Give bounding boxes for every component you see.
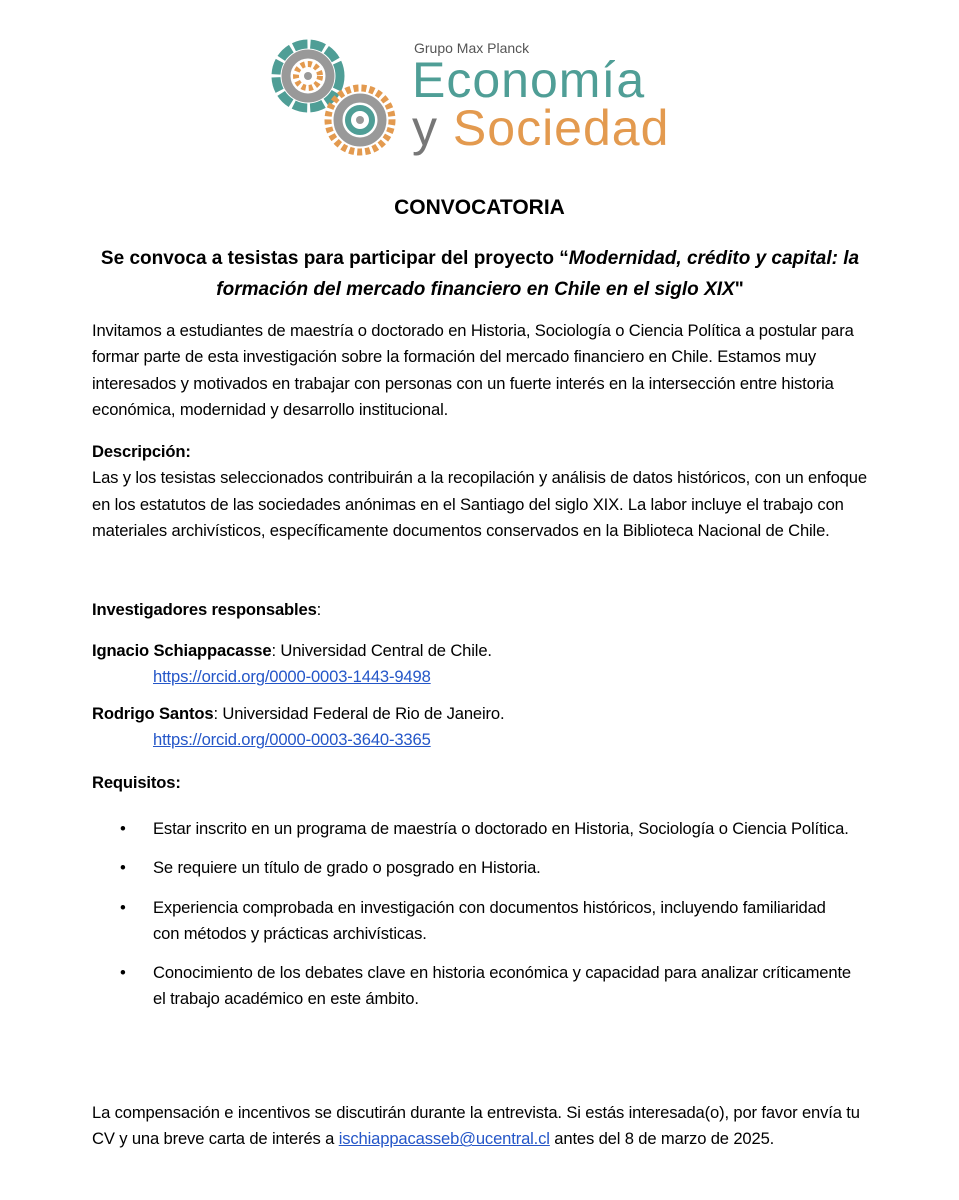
researchers-heading xyxy=(92,597,872,623)
project-title: Modernidad, crédito y capital: la formación del mercado financiero en Chile en el siglo XIX xyxy=(216,248,860,300)
description-section xyxy=(92,439,872,544)
page-title: CONVOCATORIA xyxy=(394,196,565,219)
closing-deadline: antes del 8 de marzo de 2025. xyxy=(549,1129,775,1149)
subtitle xyxy=(80,243,880,305)
logo-economia: Economía xyxy=(412,52,646,108)
intro-paragraph: Invitamos a estudiantes de maestría o doctorado en Historia, Sociología o Ciencia Política a postular para formar parte de esta investigación sobre la formación del mercado financiero en Chile. Estamos muy interesados y motivados en trabajar con personas con un fuerte interés en la intersección entre historia económica, modernidad y desarrollo institucional. xyxy=(92,321,854,419)
list-item: • Conocimiento de los debates clave en historia económica y capacidad para analizar críticamente el trabajo académico en este ámbito. xyxy=(92,960,852,1013)
closing-text: La compensación e incentivos se discutirán durante la entrevista. Si estás interesada(o), por favor envía tu CV y una breve carta de interés a xyxy=(92,1103,860,1149)
logo xyxy=(270,38,690,158)
requirements-list xyxy=(92,816,852,1026)
closing-paragraph xyxy=(92,1100,872,1153)
orcid-link[interactable]: https://orcid.org/0000-0003-1443-9498 xyxy=(153,667,431,687)
logo-y: y xyxy=(412,100,438,156)
subtitle-lead: Se convoca a tesistas para participar del proyecto “ xyxy=(100,248,569,269)
researcher-affiliation: : Universidad Federal de Rio de Janeiro. xyxy=(213,704,505,723)
researcher-name: Ignacio Schiappacasse xyxy=(92,641,272,660)
logo-sociedad xyxy=(412,100,669,156)
researcher-entry xyxy=(92,701,872,754)
email-link[interactable]: ischiappacasseb@ucentral.cl xyxy=(338,1129,550,1149)
logo-group-name: Grupo Max Planck xyxy=(414,40,530,56)
description-text: Las y los tesistas seleccionados contribuirán a la recopilación y análisis de datos históricos, con un enfoque en los estatutos de las sociedades anónimas en el Santiago del siglo XIX. La labor incluye el trabajo con materiales archivísticos, específicamente documentos conservados en la Biblioteca Nacional de Chile. xyxy=(92,468,867,540)
researchers-heading-text: Investigadores responsables xyxy=(92,600,317,619)
list-item: • Experiencia comprobada en investigación con documentos históricos, incluyendo familiaridad con métodos y prácticas archivísticas. xyxy=(92,895,852,948)
description-heading: Descripción: xyxy=(92,442,191,461)
logo-infinity-icon xyxy=(270,38,400,158)
logo-sociedad-word: Sociedad xyxy=(452,100,670,156)
list-item: • Estar inscrito en un programa de maestría o doctorado en Historia, Sociología o Ciencia Política. xyxy=(92,816,852,842)
subtitle-close: " xyxy=(734,279,744,300)
researcher-name: Rodrigo Santos xyxy=(92,704,214,723)
list-item: • Se requiere un título de grado o posgrado en Historia. xyxy=(92,855,852,881)
researcher-entry xyxy=(92,638,872,691)
requirements-heading: Requisitos: xyxy=(92,773,181,792)
researchers-colon: : xyxy=(316,600,322,619)
researcher-affiliation: : Universidad Central de Chile. xyxy=(271,641,492,660)
orcid-link[interactable]: https://orcid.org/0000-0003-3640-3365 xyxy=(153,730,431,750)
